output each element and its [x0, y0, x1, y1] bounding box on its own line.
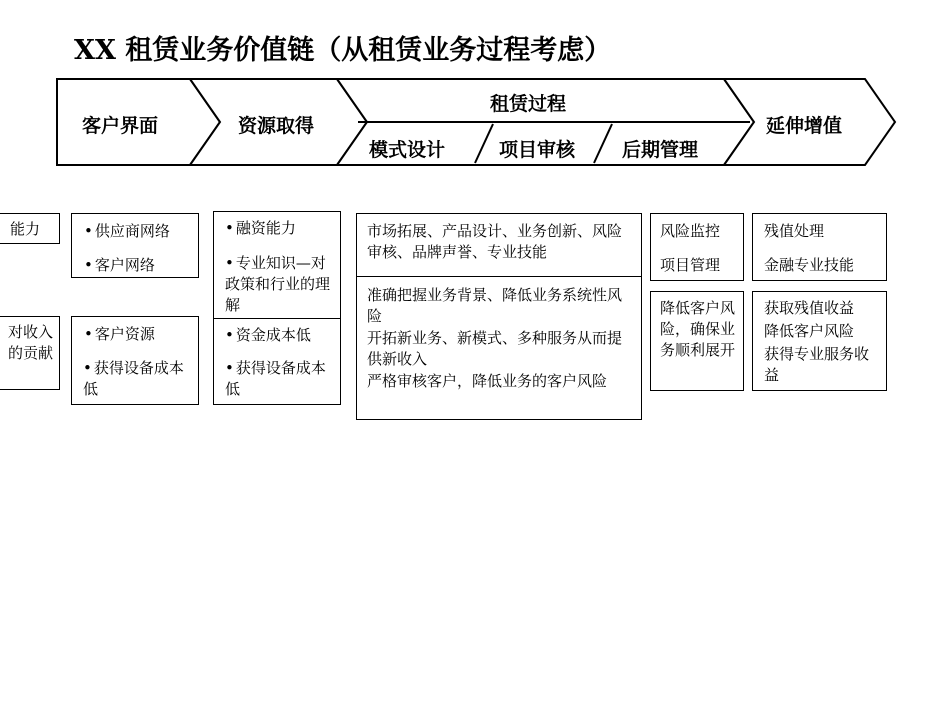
list-item: • 客户资源	[84, 324, 155, 345]
customer-contribution-box	[71, 316, 199, 405]
list-item: 金融专业技能	[764, 256, 855, 274]
page-title: XX 租赁业务价值链（从租赁业务过程考虑）	[74, 35, 612, 66]
list-item: • 供应商网络	[84, 221, 170, 242]
stage-resource-acquisition: 资源取得	[238, 115, 315, 137]
list-item: 残值处理	[764, 222, 825, 240]
list-item: • 获得设备成本低	[225, 358, 333, 400]
row-label-capability	[0, 213, 60, 244]
process-contribution-1: 准确把握业务背景、降低业务系统性风险	[367, 286, 623, 325]
list-item: • 获得设备成本低	[83, 358, 191, 400]
extended-contribution-box	[752, 291, 887, 391]
list-item: • 专业知识—对政策和行业的理解	[225, 253, 333, 316]
stage-extended-value: 延伸增值	[766, 115, 843, 137]
row-label-capability-text: 能力	[10, 220, 41, 238]
process-contribution-3: 严格审核客户，降低业务的客户风险	[367, 372, 608, 390]
resource-contribution-box	[213, 318, 341, 405]
resource-capability-box	[213, 211, 341, 319]
stage-leasing-process: 租赁过程	[490, 93, 567, 115]
list-item: 降低客户风险	[764, 322, 855, 340]
list-item: 风险监控	[660, 222, 721, 240]
post-contribution-text: 降低客户风险，确保业务顺利展开	[660, 299, 736, 359]
list-item: • 资金成本低	[225, 325, 311, 346]
list-item: 获取残值收益	[764, 299, 855, 317]
stage-project-review: 项目审核	[499, 139, 576, 161]
post-capability-box	[650, 213, 744, 281]
list-item: • 客户网络	[84, 255, 155, 276]
process-capability-text: 市场拓展、产品设计、业务创新、风险审核、品牌声誉、专业技能	[367, 222, 623, 261]
list-item: 获得专业服务收益	[764, 345, 870, 384]
customer-capability-box	[71, 213, 199, 278]
stage-model-design: 模式设计	[369, 139, 446, 161]
row-label-revenue-text: 对收入的贡献	[8, 323, 54, 362]
list-item: • 融资能力	[225, 218, 296, 239]
process-box	[356, 213, 642, 420]
list-item: 项目管理	[660, 256, 721, 274]
post-contribution-box	[650, 291, 744, 391]
extended-capability-box	[752, 213, 887, 281]
row-label-revenue-contribution	[0, 316, 60, 390]
process-contribution-2: 开拓新业务、新模式、多种服务从而提供新收入	[367, 329, 623, 368]
stage-customer-interface: 客户界面	[82, 115, 159, 137]
process-separator-line	[356, 276, 642, 277]
stage-post-management: 后期管理	[622, 139, 699, 161]
